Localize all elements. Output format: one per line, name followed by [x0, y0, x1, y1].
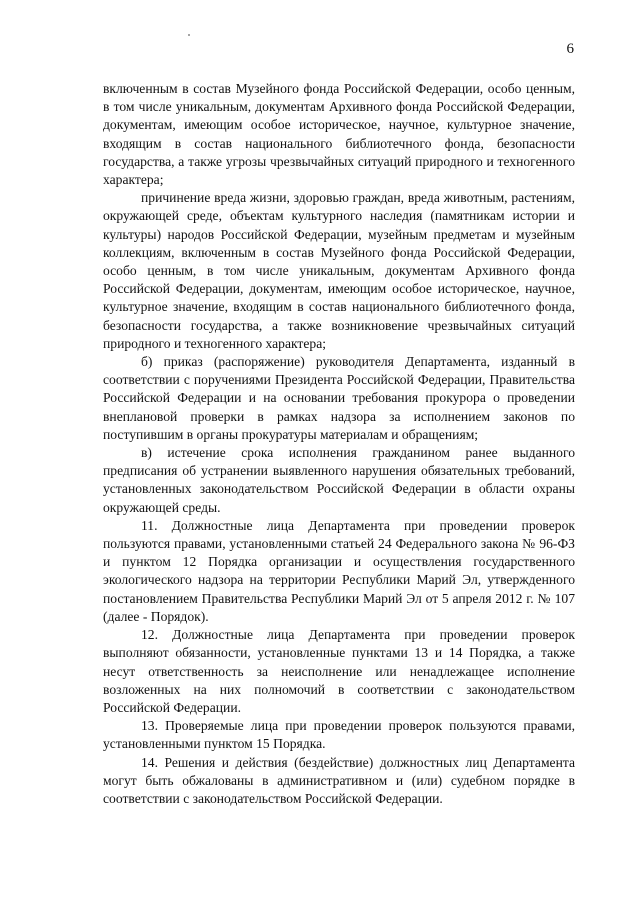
- paragraph-clause-13: 13. Проверяемые лица при проведении проверок пользуются правами, установленными пунктом 15 Порядка.: [103, 718, 575, 752]
- paragraph-harm: причинение вреда жизни, здоровью граждан, вреда животным, растениям, окружающей среде, объектам культурного наследия (памятникам истории и культуры) народов Российской Федерации, музейным предметам и музейным коллекциям, включенным в состав Музейного фонда Российской Федерации, особо ценным, в том числе уникальным, документам Архивного фонда Российской Федерации, документам, имеющим особое историческое, научное, культурное значение, входящим в состав национального библиотечного фонда, безопасности государства, а также возникновение чрезвычайных ситуаций природного и техногенного характера;: [103, 190, 575, 351]
- paragraph-clause-14: 14. Решения и действия (бездействие) должностных лиц Департамента могут быть обжалованы в административном и (или) судебном порядке в соответствии с законодательством Российской Федерации.: [103, 754, 575, 806]
- paragraph-continuation: включенным в состав Музейного фонда Российской Федерации, особо ценным, в том числе уникальным, документам Архивного фонда Российской Федерации, документам, имеющим особое историческое, научное, культурное значение, входящим в состав национального библиотечного фонда, безопасности государства, а также угрозы чрезвычайных ситуаций природного и техногенного характера;: [103, 81, 575, 188]
- paragraph-clause-11: 11. Должностные лица Департамента при проведении проверок пользуются правами, установленными статьей 24 Федерального закона № 96-ФЗ и пунктом 12 Порядка организации и осуществления государственного экологического надзора на территории Республики Марий Эл, утвержденного постановлением Правительства Республики Марий Эл от 5 апреля 2012 г. № 107 (далее - Порядок).: [103, 517, 575, 624]
- document-body: [103, 80, 575, 808]
- paragraph-item-b: б) приказ (распоряжение) руководителя Департамента, изданный в соответствии с поручениями Президента Российской Федерации, Правительства Российской Федерации и на основании требования прокурора о проведении внеплановой проверки в рамках надзора за исполнением законов по поступившим в органы прокуратуры материалам и обращениям;: [103, 354, 575, 442]
- paragraph-clause-12: 12. Должностные лица Департамента при проведении проверок выполняют обязанности, установленные пунктами 13 и 14 Порядка, а также несут ответственность за неисполнение или ненадлежащее исполнение возложенных на них полномочий в соответствии с законодательством Российской Федерации.: [103, 627, 575, 715]
- page-number: 6: [566, 41, 574, 57]
- paragraph-item-v: в) истечение срока исполнения гражданином ранее выданного предписания об устранении выявленного нарушения обязательных требований, установленных законодательством Российской Федерации в области охраны окружающей среды.: [103, 445, 575, 515]
- scan-speck: [188, 34, 190, 36]
